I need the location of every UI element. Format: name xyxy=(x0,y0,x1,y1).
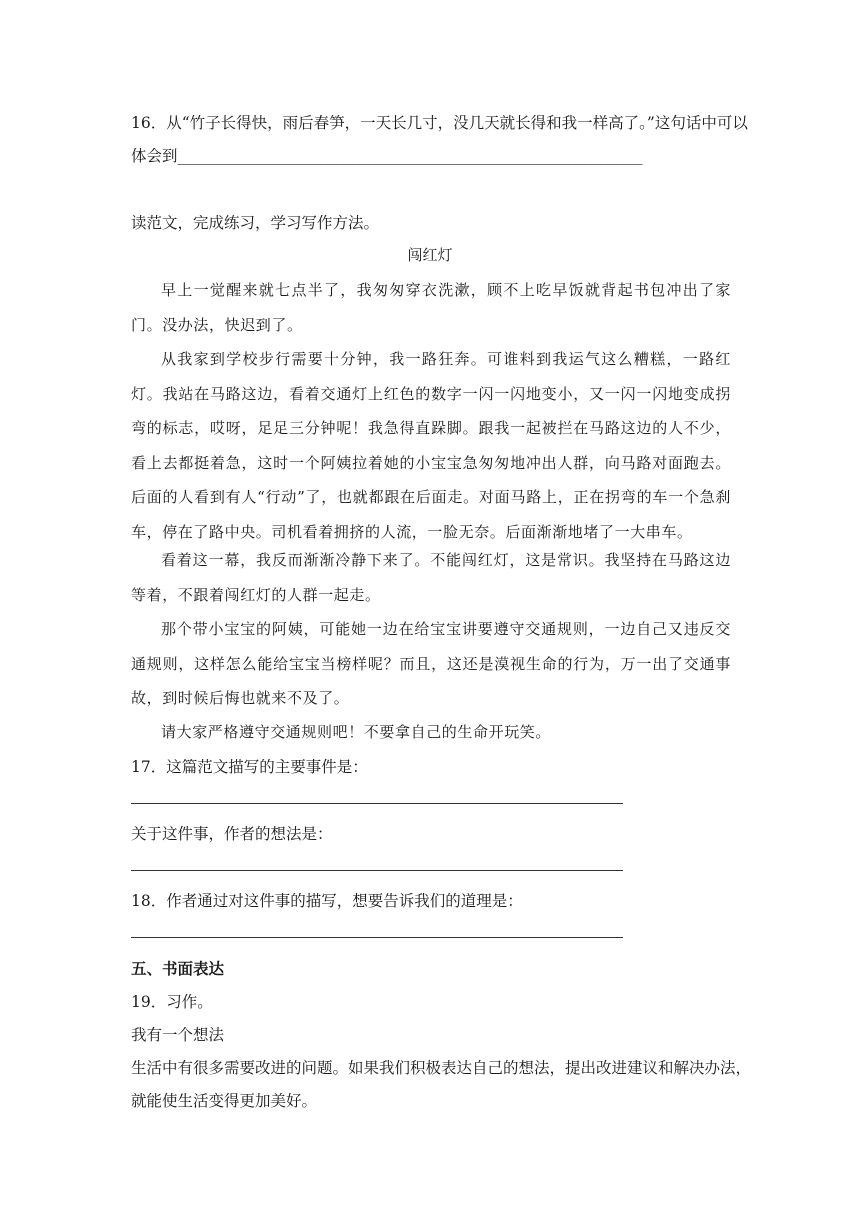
question-19-label: 19．习作。 xyxy=(131,993,213,1011)
question-18-prompt: 18．作者通过对这件事的描写，想要告诉我们的道理是： xyxy=(131,892,523,910)
story-paragraph-4: 那个带小宝宝的阿姨，可能她一边在给宝宝讲要遵守交通规则，一边自己又违反交通规则，这样怎么能给宝宝当榜样呢？而且，这还是漠视生命的行为，万一出了交通事故，到时候后悔也就来不及了。 xyxy=(131,620,731,708)
section-5-heading: 五、书面表达 xyxy=(131,959,225,978)
answer-line-17b[interactable] xyxy=(131,870,623,871)
question-17-prompt: 17．这篇范文描写的主要事件是： xyxy=(131,758,368,776)
question-16-line-1: 16．从“竹子长得快，雨后春笋，一天长几寸，没几天就长得和我一样高了。”这句话中可以 xyxy=(131,114,748,132)
answer-line-17a[interactable] xyxy=(131,803,623,804)
reading-instruction: 读范文，完成练习，学习写作方法。 xyxy=(131,214,380,232)
story-paragraph-2: 从我家到学校步行需要十分钟，我一路狂奔。可谁料到我运气这么糟糕，一路红灯。我站在马路这边，看着交通灯上红色的数字一闪一闪地变小，又一闪一闪地变成拐弯的标志，哎呀，足足三分钟呢！我急得直跺脚。跟我一起被拦在马路这边的人不少，看上去都挺着急，这时一个阿姨拉着她的小宝宝急匆匆地冲出人群，向马路对面跑去。后面的人看到有人“行动”了，也就都跟在后面走。对面马路上，正在拐弯的车一个急刹车，停在了路中央。司机看着拥挤的人流，一脸无奈。后面渐渐地堵了一大串车。 xyxy=(131,350,731,541)
story-title: 闯红灯 xyxy=(407,246,453,264)
answer-line-18[interactable] xyxy=(131,937,623,938)
story-paragraph-3: 看着这一幕，我反而渐渐冷静下来了。不能闯红灯，这是常识。我坚持在马路这边等着，不跟着闯红灯的人群一起走。 xyxy=(131,551,731,604)
essay-prompt-line-1: 生活中有很多需要改进的问题。如果我们积极表达自己的想法，提出改进建议和解决办法， xyxy=(131,1059,752,1077)
essay-topic: 我有一个想法 xyxy=(131,1026,225,1044)
essay-prompt-line-2: 就能使生活变得更加美好。 xyxy=(131,1092,318,1110)
question-17-subprompt: 关于这件事，作者的想法是： xyxy=(131,825,333,843)
story-paragraph-1: 早上一觉醒来就七点半了，我匆匆穿衣洗漱，顾不上吃早饭就背起书包冲出了家门。没办法，快迟到了。 xyxy=(131,281,731,334)
story-paragraph-5: 请大家严格遵守交通规则吧！不要拿自己的生命开玩笑。 xyxy=(161,723,552,741)
question-16-line-2: 体会到____________________________________________________________ xyxy=(131,147,643,165)
